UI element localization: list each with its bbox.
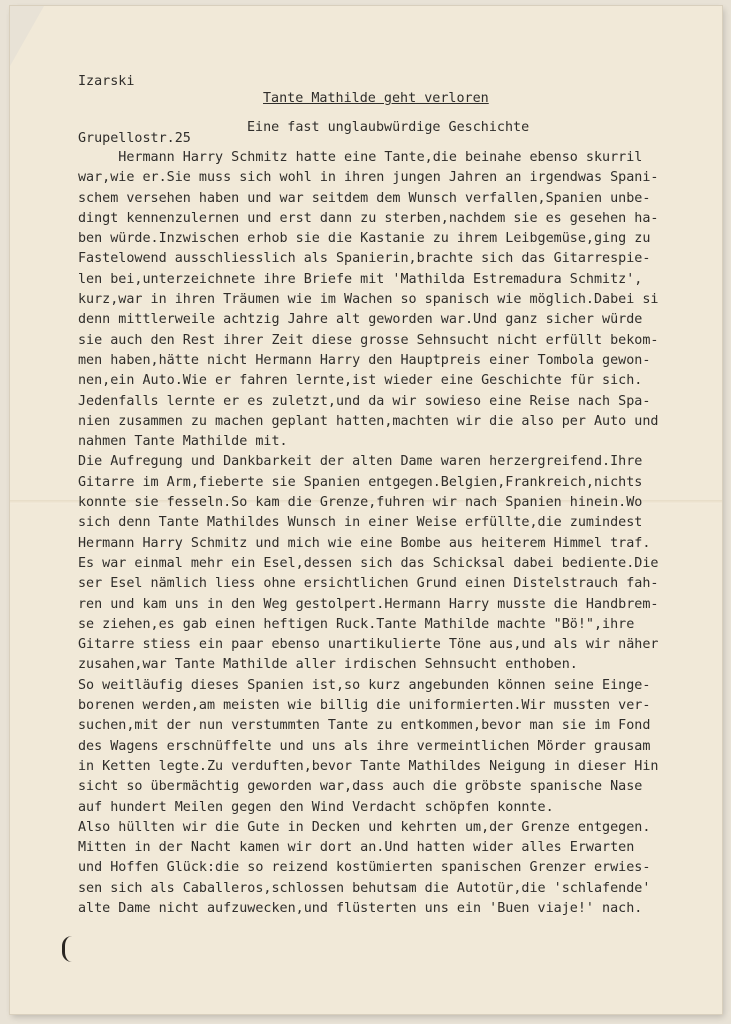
document-title: Tante Mathilde geht verloren: [263, 91, 489, 106]
body-line: sie auch den Rest ihrer Zeit diese grosse Sehnsucht nicht erfüllt bekom-: [78, 332, 659, 348]
body-line: Fastelowend ausschliesslich als Spanierin,brachte sich das Gitarrespie-: [78, 251, 651, 267]
body-line: ben würde.Inzwischen erhob sie die Kastanie zu ihrem Leibgemüse,ging zu: [78, 231, 651, 247]
typewritten-page: [10, 6, 722, 1014]
body-line: ren und kam uns in den Weg gestolpert.Hermann Harry musste die Handbrem-: [78, 596, 659, 612]
body-line: suchen,mit der nun verstummten Tante zu entkommen,bevor man sie im Fond: [78, 718, 651, 734]
body-line: nien zusammen zu machen geplant hatten,machten wir die also per Auto und: [78, 413, 659, 429]
body-line: in Ketten legte.Zu verduften,bevor Tante Mathildes Neigung in dieser Hin: [78, 758, 659, 774]
body-line: sen sich als Caballeros,schlossen behutsam die Autotür,die 'schlafende': [78, 880, 651, 896]
body-line: und Hoffen Glück:die so reizend kostümierten spanischen Grenzer erwies-: [78, 860, 651, 876]
body-line: Hermann Harry Schmitz und mich wie eine Bombe aus heiterem Himmel traf.: [78, 535, 651, 551]
body-line: des Wagens erschnüffelte und uns als ihre vermeintlichen Mörder grausam: [78, 738, 651, 754]
body-line: alte Dame nicht aufzuwecken,und flüsterten uns ein 'Buen viaje!' nach.: [78, 900, 643, 916]
body-line: kurz,war in ihren Träumen wie im Wachen so spanisch wie möglich.Dabei si: [78, 292, 659, 308]
body-line: se ziehen,es gab einen heftigen Ruck.Tante Mathilde machte "Bö!",ihre: [78, 616, 635, 632]
body-line: borenen werden,am meisten wie billig die uniformierten.Wir mussten ver-: [78, 698, 651, 714]
body-line: Also hüllten wir die Gute in Decken und kehrten um,der Grenze entgegen.: [78, 819, 651, 835]
body-line: auf hundert Meilen gegen den Wind Verdacht schöpfen konnte.: [78, 799, 554, 815]
sender-name: Izarski: [78, 74, 135, 89]
body-line: Die Aufregung und Dankbarkeit der alten Dame waren herzergreifend.Ihre: [78, 454, 643, 470]
body-line: sich denn Tante Mathildes Wunsch in einer Weise erfüllte,die zumindest: [78, 515, 643, 531]
body-line: nen,ein Auto.Wie er fahren lernte,ist wieder eine Geschichte für sich.: [78, 373, 643, 389]
body-line: konnte sie fesseln.So kam die Grenze,fuhren wir nach Spanien hinein.Wo: [78, 495, 643, 511]
body-line: So weitläufig dieses Spanien ist,so kurz angebunden können seine Einge-: [78, 677, 651, 693]
body-line: schem versehen haben und war seitdem dem Wunsch verfallen,Spanien unbe-: [78, 190, 651, 206]
body-line: Es war einmal mehr ein Esel,dessen sich das Schicksal dabei bediente.Die: [78, 555, 659, 571]
body-line: Mitten in der Nacht kamen wir dort an.Und hatten wider alles Erwarten: [78, 840, 635, 856]
body-line: Jedenfalls lernte er es zuletzt,und da wir sowieso eine Reise nach Spa-: [78, 393, 651, 409]
sender-street: Grupellostr.25: [78, 131, 191, 146]
body-line: denn mittlerweile achtzig Jahre alt geworden war.Und ganz sicher würde: [78, 312, 643, 328]
body-line: war,wie er.Sie muss sich wohl in ihren jungen Jahren an irgendwas Spani-: [78, 170, 659, 186]
body-line: sicht so übermächtig geworden war,dass auch die gröbste spanische Nase: [78, 779, 643, 795]
document-subtitle: Eine fast unglaubwürdige Geschichte: [247, 120, 530, 135]
body-text: [78, 148, 658, 919]
body-line: ser Esel nämlich liess ohne ersichtlichen Grund einen Distelstrauch fah-: [78, 576, 659, 592]
body-line: nahmen Tante Mathilde mit.: [78, 434, 288, 450]
body-line: Gitarre stiess ein paar ebenso unartikulierte Töne aus,und als wir näher: [78, 637, 659, 653]
body-line: Hermann Harry Schmitz hatte eine Tante,die beinahe ebenso skurril: [78, 150, 643, 165]
body-line: Gitarre im Arm,fieberte sie Spanien entgegen.Belgien,Frankreich,nichts: [78, 474, 643, 490]
body-line: men haben,hätte nicht Hermann Harry den Hauptpreis einer Tombola gewon-: [78, 352, 651, 368]
body-line: dingt kennenzulernen und erst dann zu sterben,nachdem sie es gesehen ha-: [78, 210, 659, 226]
body-line: len bei,unterzeichnete ihre Briefe mit 'Mathilda Estremadura Schmitz',: [78, 271, 643, 287]
pen-mark: [62, 936, 75, 962]
torn-corner: [10, 6, 44, 66]
body-line: zusahen,war Tante Mathilde aller irdischen Sehnsucht enthoben.: [78, 657, 578, 673]
